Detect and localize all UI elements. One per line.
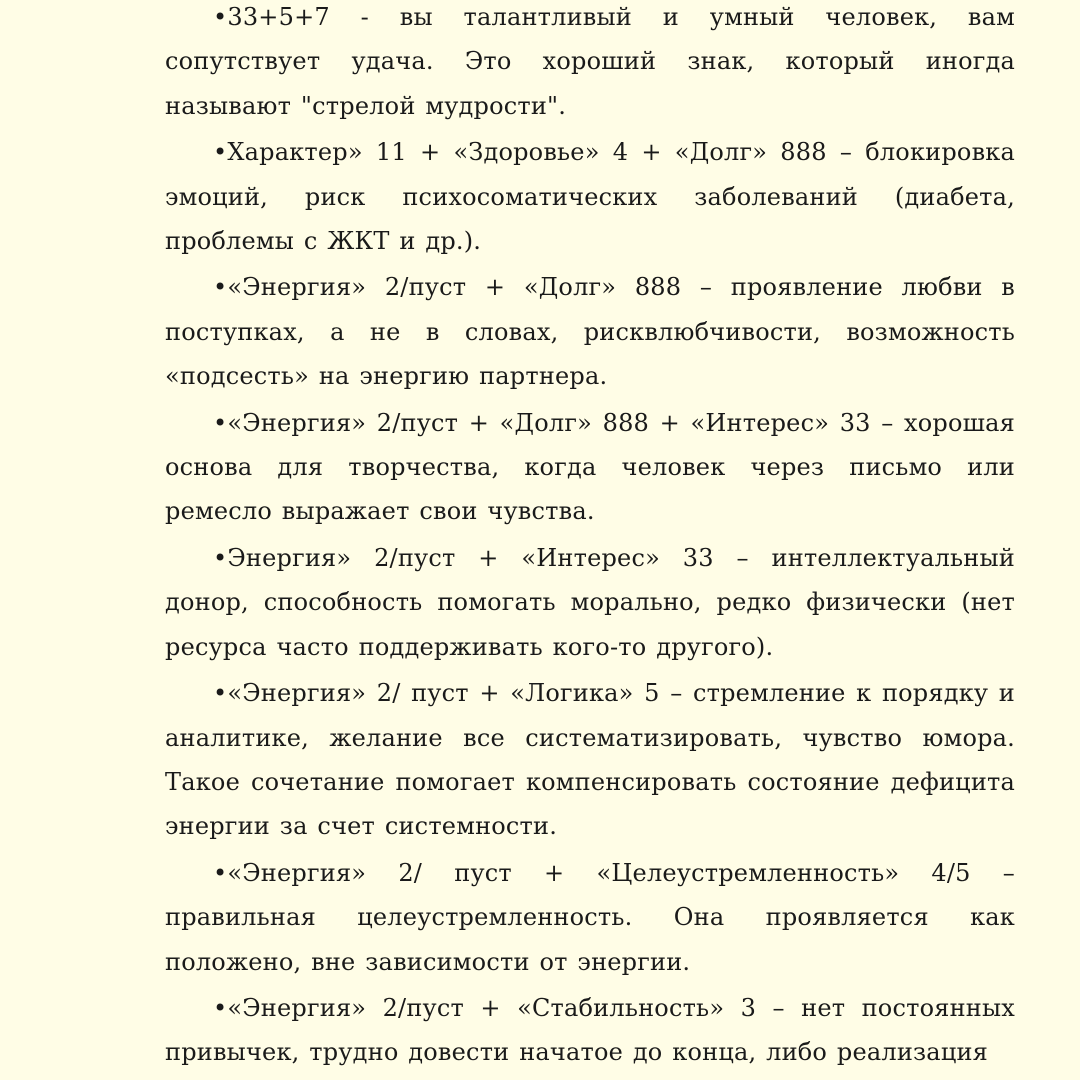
list-item-text: «Энергия» 2/пуст + «Стабильность» 3 – нет постоянных привычек, трудно довести начатое до конца, либо реализация <box>165 993 1015 1067</box>
list-item <box>165 401 1015 534</box>
list-item-text: Энергия» 2/пуст + «Интерес» 33 – интеллектуальный донор, способность помогать морально, редко физически (нет ресурса часто поддерживать кого-то другого). <box>165 543 1015 661</box>
text-column <box>165 0 1015 1075</box>
bullet-icon: • <box>213 408 228 437</box>
list-item-text: «Энергия» 2/пуст + «Долг» 888 + «Интерес» 33 – хорошая основа для творчества, когда человек через письмо или ремесло выражает свои чувства. <box>165 408 1015 526</box>
list-item-text: «Энергия» 2/ пуст + «Целеустремленность» 4/5 – правильная целеустремленность. Она проявляется как положено, вне зависимости от энергии. <box>165 858 1015 976</box>
list-item <box>165 536 1015 669</box>
bullet-icon: • <box>213 679 228 708</box>
bullet-icon: • <box>213 543 228 572</box>
list-item <box>165 671 1015 849</box>
list-item <box>165 0 1015 128</box>
bullet-icon: • <box>213 993 228 1022</box>
bullet-icon: • <box>213 138 228 167</box>
list-item-text: «Энергия» 2/пуст + «Долг» 888 – проявление любви в поступках, а не в словах, рисквлюбчивости, возможность «подсесть» на энергию партнера. <box>165 273 1015 391</box>
list-item <box>165 130 1015 263</box>
bullet-icon: • <box>213 273 228 302</box>
list-item-text: «Энергия» 2/ пуст + «Логика» 5 – стремление к порядку и аналитике, желание все систематизировать, чувство юмора. Такое сочетание помогает компенсировать состояние дефицита энергии за счет системности. <box>165 679 1015 841</box>
list-item <box>165 986 1015 1075</box>
list-item <box>165 265 1015 398</box>
list-item-text: 33+5+7 - вы талантливый и умный человек, вам сопутствует удача. Это хороший знак, который иногда называют "стрелой мудрости". <box>165 3 1015 120</box>
list-item-text: Характер» 11 + «Здоровье» 4 + «Долг» 888 – блокировка эмоций, риск психосоматических заболеваний (диабета, проблемы с ЖКТ и др.). <box>165 138 1015 256</box>
bullet-icon: • <box>213 3 228 31</box>
list-item <box>165 851 1015 984</box>
bullet-icon: • <box>213 858 228 887</box>
